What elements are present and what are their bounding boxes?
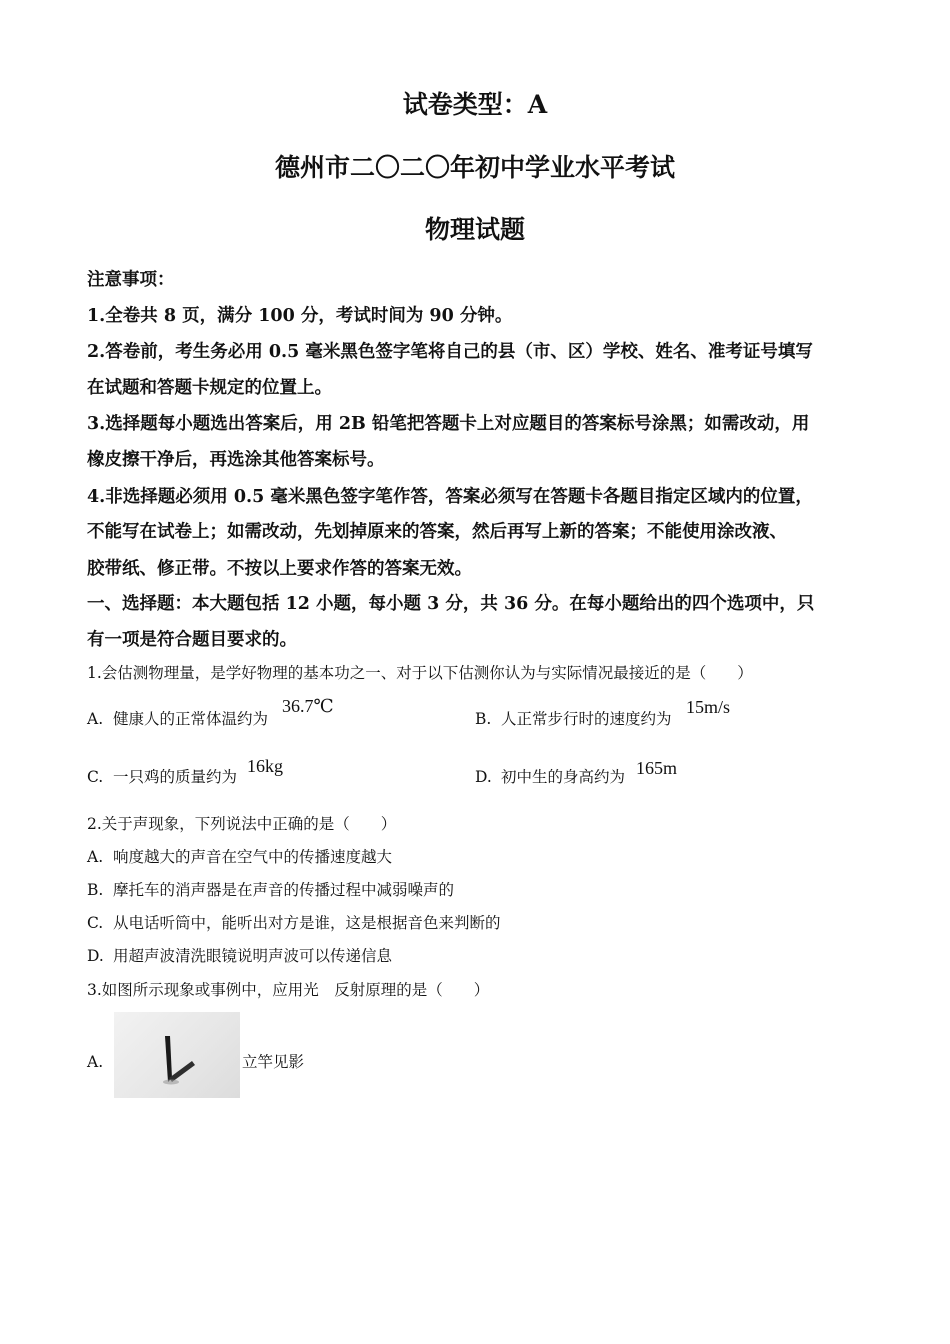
- q2-option-a: [87, 846, 392, 868]
- notes-line: 3.选择题每小题选出答案后，用 2B 铅笔把答题卡上对应题目的答案标号涂黑；如需改动，用: [87, 414, 810, 434]
- q2-option-b: [87, 879, 454, 901]
- notes-line: 2.答卷前，考生务必用 0.5 毫米黑色签字笔将自己的县（市、区）学校、姓名、准考证号填写: [87, 342, 813, 362]
- notes-heading: 注意事项：: [87, 270, 175, 290]
- option-text: 从电话听筒中，能听出对方是谁，这是根据音色来判断的: [113, 914, 501, 932]
- q1-option-b-value: 15m/s: [686, 697, 731, 717]
- q1-option-a-value: 36.7℃: [282, 696, 334, 716]
- option-text: 响度越大的声音在空气中的传播速度越大: [113, 848, 393, 866]
- q1-option-c: [87, 766, 237, 788]
- option-letter: C.: [87, 914, 104, 932]
- option-letter: D.: [475, 768, 492, 786]
- subject-title: 物理试题: [424, 215, 525, 244]
- q1-option-b: [475, 708, 672, 730]
- notes-line: 不能写在试卷上；如需改动，先划掉原来的答案，然后再写上新的答案；不能使用涂改液、: [87, 522, 787, 542]
- question-2-stem: 2.关于声现象，下列说法中正确的是（ ）: [87, 815, 397, 833]
- option-text: 健康人的正常体温约为: [113, 710, 269, 728]
- option-text: 人正常步行时的速度约为: [501, 710, 672, 728]
- notes-line: 1.全卷共 8 页，满分 100 分，考试时间为 90 分钟。: [87, 306, 513, 326]
- paper-type: 试卷类型：A: [402, 90, 548, 119]
- q1-option-a: [87, 708, 268, 730]
- q1-option-d: [475, 766, 625, 788]
- option-letter: B.: [475, 710, 492, 728]
- q3-option-a-text: 立竿见影: [242, 1053, 305, 1071]
- option-letter: C.: [87, 768, 104, 786]
- option-text: 初中生的身高约为: [501, 768, 626, 786]
- q2-option-c: [87, 912, 501, 934]
- option-text: 一只鸡的质量约为: [113, 768, 238, 786]
- option-text: 用超声波清洗眼镜说明声波可以传递信息: [113, 947, 393, 965]
- pole-shadow-image: [114, 1012, 240, 1098]
- section-heading: 一、选择题：本大题包括 12 小题，每小题 3 分，共 36 分。在每小题给出的四个选项中，只: [87, 594, 815, 614]
- q3-option-a-letter: A.: [87, 1053, 104, 1071]
- notes-line: 在试题和答题卡规定的位置上。: [87, 378, 332, 398]
- exam-title: 德州市二〇二〇年初中学业水平考试: [274, 153, 675, 182]
- option-letter: A.: [87, 710, 104, 728]
- section-heading: 有一项是符合题目要求的。: [87, 630, 297, 650]
- notes-line: 胶带纸、修正带。不按以上要求作答的答案无效。: [87, 559, 472, 579]
- option-letter: A.: [87, 848, 104, 866]
- notes-line: 橡皮擦干净后，再选涂其他答案标号。: [87, 450, 385, 470]
- question-1-stem: 1.会估测物理量，是学好物理的基本功之一、对于以下估测你认为与实际情况最接近的是（ ）: [87, 664, 753, 682]
- pole-shadow-illustration: [114, 1012, 240, 1098]
- notes-line: 4.非选择题必须用 0.5 毫米黑色签字笔作答，答案必须写在答题卡各题目指定区域内的位置，: [87, 487, 813, 507]
- q2-option-d: [87, 945, 392, 967]
- q1-option-c-value: 16kg: [247, 756, 283, 776]
- question-3-stem: 3.如图所示现象或事例中，应用光 反射原理的是（ ）: [87, 981, 490, 999]
- option-letter: D.: [87, 947, 104, 965]
- q1-option-d-value: 165m: [636, 758, 678, 778]
- option-text: 摩托车的消声器是在声音的传播过程中减弱噪声的: [113, 881, 455, 899]
- option-letter: B.: [87, 881, 104, 899]
